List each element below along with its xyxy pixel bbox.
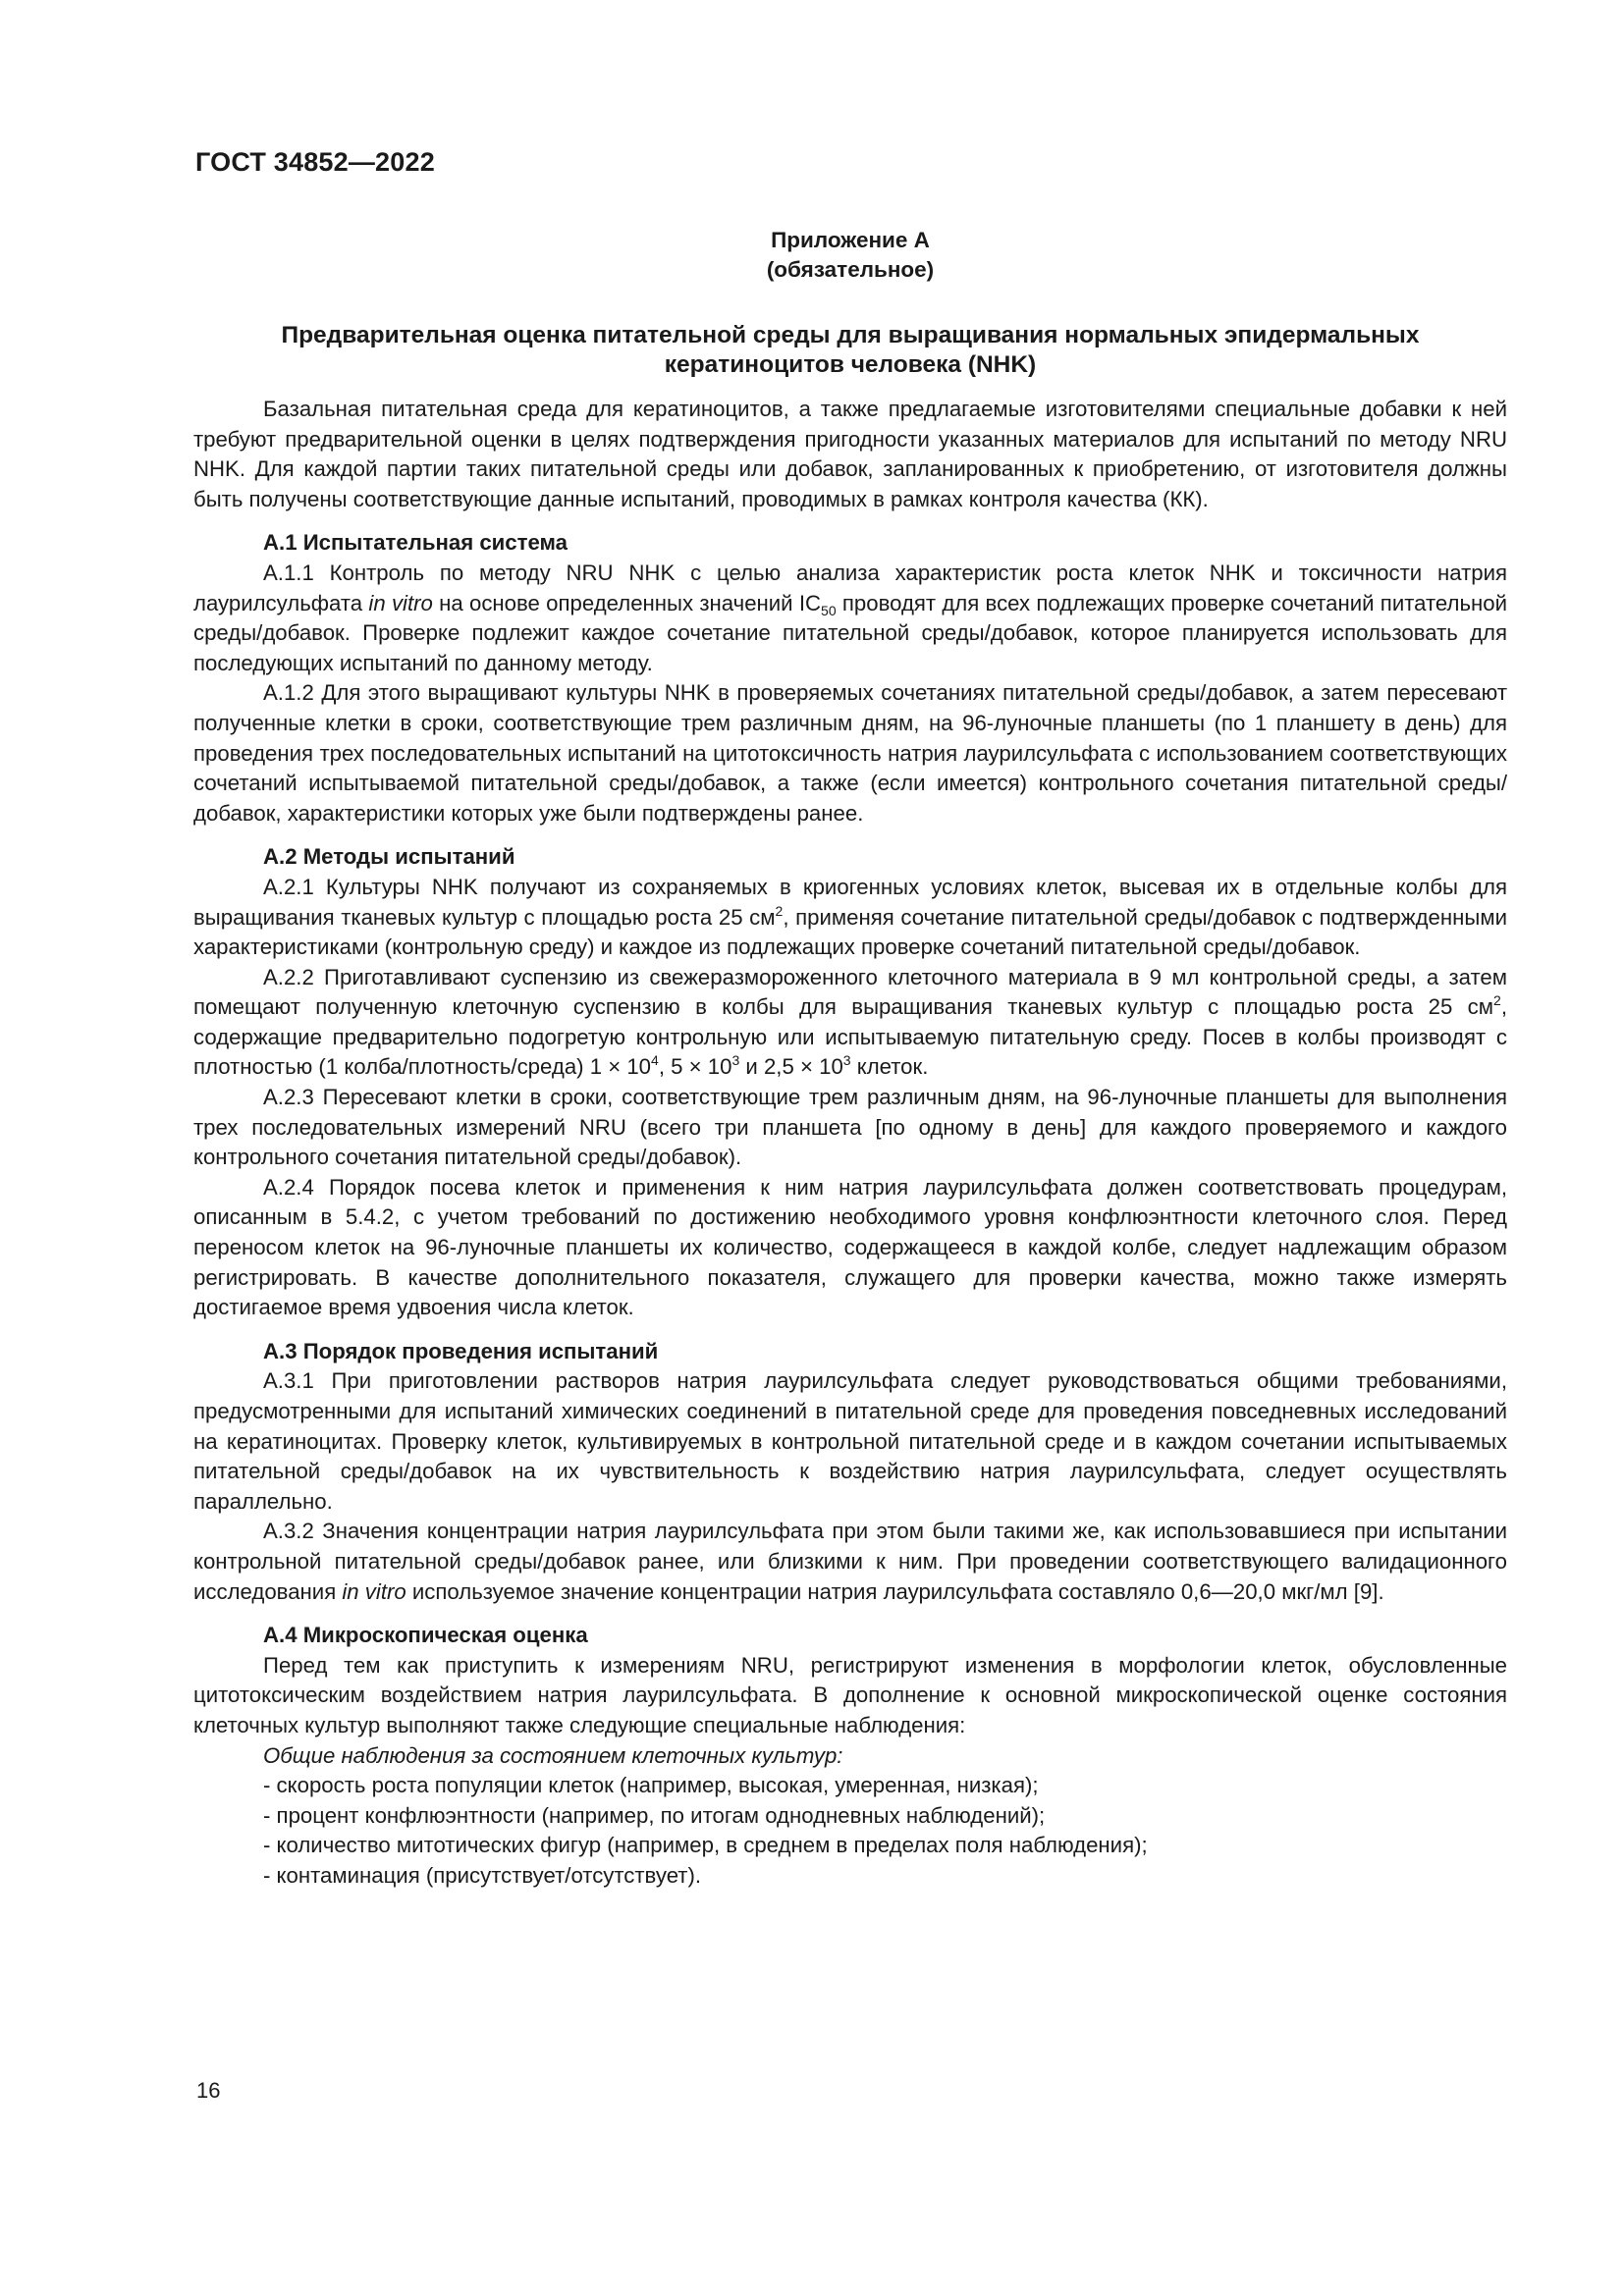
list-item: - процент конфлюэнтности (например, по итогам однодневных наблюдений); xyxy=(263,1802,1046,1828)
paragraph-a-3-2 xyxy=(193,1517,1507,1607)
paragraph-a-2-4: А.2.4 Порядок посева клеток и применения к ним натрия лаурилсульфата должен соответствовать процедурам, описанным в 5.4.2, с учетом требований по достижению необходимого уровня конфлюэнтности клеточного слоя. Перед переносом клеток на 96-луночные планшеты их количество, содержащееся в каждой колбе, следует надлежащим образом регистрировать. В качестве дополнительного показателя, служащего для проверки качества, можно также измерять достигаемое время удвоения числа клеток. xyxy=(193,1174,1507,1320)
text-run: клеток. xyxy=(850,1054,929,1080)
list-item: - контаминация (присутствует/отсутствует). xyxy=(263,1862,702,1888)
italic-term: in vitro xyxy=(368,590,433,615)
paragraph-a-2-1 xyxy=(193,873,1507,963)
observations-label xyxy=(193,1741,1507,1772)
document-code-header: ГОСТ 34852—2022 xyxy=(195,147,435,177)
document-body xyxy=(193,395,1507,1892)
section-heading-a1: А.1 Испытательная система xyxy=(263,530,568,556)
text-run: А.2.1 Культуры NHK получают из сохраняемых в криогенных условиях клеток, высевая их в отдельные колбы для выращивания тканевых культур с площадью роста 25 см xyxy=(193,874,1507,930)
paragraph-a-2-2 xyxy=(193,963,1507,1083)
superscript: 2 xyxy=(1493,992,1501,1009)
text-run: , содержащие предварительно подогретую контрольную или испытываемую питательную среду. Посев в колбы производят с плотностью (1 колба/плотность/среда) 1 × 10 xyxy=(193,994,1507,1080)
superscript: 2 xyxy=(775,902,784,919)
text-run: , применяя сочетание питательной среды/добавок с подтвержденными характеристиками (контрольную среду) и каждое из подлежащих проверке сочетаний питательной среды/добавок. xyxy=(193,904,1507,960)
paragraph-a-1-2: А.1.2 Для этого выращивают культуры NHK в проверяемых сочетаниях питательной среды/добавок, а затем пересевают полученные клетки в сроки, соответствующие трем различным дням, на 96-луночные планшеты (по 1 планшету в день) для проведения трех последовательных испытаний на цитотоксичность натрия лаурилсульфата с использованием соответствующих сочетаний испытываемой питательной среды/добавок, а также (если имеется) контрольного сочетания питательной среды/добавок, характеристики которых уже были подтверждены ранее. xyxy=(193,680,1507,826)
text-run: на основе определенных значений IC xyxy=(432,590,822,615)
section-heading-a3: А.3 Порядок проведения испытаний xyxy=(263,1338,659,1363)
annex-label: Приложение А xyxy=(771,228,930,252)
paragraph-a-2-3: А.2.3 Пересевают клетки в сроки, соответствующие трем различным дням, на 96-луночные планшеты для выполнения трех последовательных измерений NRU (всего три планшета [по одному в день] для каждого проверяемого и каждого контрольного сочетания питательной среды/добавок). xyxy=(193,1085,1507,1170)
annex-title: Предварительная оценка питательной среды для выращивания нормальных эпидермальных кератиноцитов человека (NHK) xyxy=(281,322,1420,378)
subscript: 50 xyxy=(821,602,837,618)
paragraph-a-3-1: А.3.1 При приготовлении растворов натрия лаурилсульфата следует руководствоваться общими требованиями, предусмотренными для испытаний химических соединений в питательной среде для проведения повседневных исследований на кератиноцитах. Проверку клеток, культивируемых в контрольной питательной среде и в каждом сочетании испытываемых питательной среды/добавок на их чувствительность к воздействию натрия лаурилсульфата, следует осуществлять параллельно. xyxy=(193,1368,1507,1514)
intro-paragraph: Базальная питательная среда для кератиноцитов, а также предлагаемые изготовителями специальные добавки к ней требуют предварительной оценки в целях подтверждения пригодности указанных материалов для испытаний по методу NRU NHK. Для каждой партии таких питательной среды или добавок, запланированных к приобретению, от изготовителя должны быть получены соответствующие данные испытаний, проводимых в рамках контроля качества (КК). xyxy=(193,397,1507,511)
text-run: и 2,5 × 10 xyxy=(739,1054,843,1080)
list-item: - количество митотических фигур (например, в среднем в пределах поля наблюдения); xyxy=(263,1833,1148,1858)
text-run: используемое значение концентрации натрия лаурилсульфата составляло 0,6—20,0 мкг/мл [9]. xyxy=(406,1578,1384,1604)
observations-label-text: Общие наблюдения за состоянием клеточных культур: xyxy=(263,1742,843,1768)
annex-status: (обязательное) xyxy=(766,257,935,282)
superscript: 4 xyxy=(651,1052,659,1069)
superscript: 3 xyxy=(731,1052,740,1069)
page-number: 16 xyxy=(196,2078,221,2103)
annex-header xyxy=(193,226,1507,285)
observations-list xyxy=(193,1771,1507,1891)
superscript: 3 xyxy=(842,1052,851,1069)
text-run: А.2.2 Приготавливают суспензию из свежеразмороженного клеточного материала в 9 мл контрольной среды, а затем помещают полученную клеточную суспензию в колбы для выращивания тканевых культур с площадью роста 25 см xyxy=(193,964,1507,1020)
text-run: проводят для всех подлежащих проверке сочетаний питательной среды/добавок. Проверке подлежит каждое сочетание питательной среды/добавок, которое планируется использовать для последующих испытаний по данному методу. xyxy=(193,590,1507,675)
paragraph-a-4-intro: Перед тем как приступить к измерениям NRU, регистрируют изменения в морфологии клеток, обусловленные цитотоксическим воздействием натрия лаурилсульфата. В дополнение к основной микроскопической оценке состояния клеточных культур выполняют также следующие специальные наблюдения: xyxy=(193,1652,1507,1737)
list-item: - скорость роста популяции клеток (например, высокая, умеренная, низкая); xyxy=(263,1773,1039,1798)
text-run: , 5 × 10 xyxy=(658,1054,732,1080)
italic-term: in vitro xyxy=(342,1578,406,1604)
text-run: А.1.1 Контроль по методу NRU NHK с целью анализа характеристик роста клеток NHK и токсичности натрия лаурилсульфата xyxy=(193,560,1507,615)
section-heading-a2: А.2 Методы испытаний xyxy=(263,844,515,870)
text-run: А.3.2 Значения концентрации натрия лаурилсульфата при этом были такими же, как использовавшиеся при испытании контрольной питательной среды/добавок ранее, или близкими к ним. При проведении соответствующего валидационного исследования xyxy=(193,1519,1507,1604)
paragraph-a-1-1 xyxy=(193,559,1507,678)
section-heading-a4: А.4 Микроскопическая оценка xyxy=(263,1623,588,1648)
